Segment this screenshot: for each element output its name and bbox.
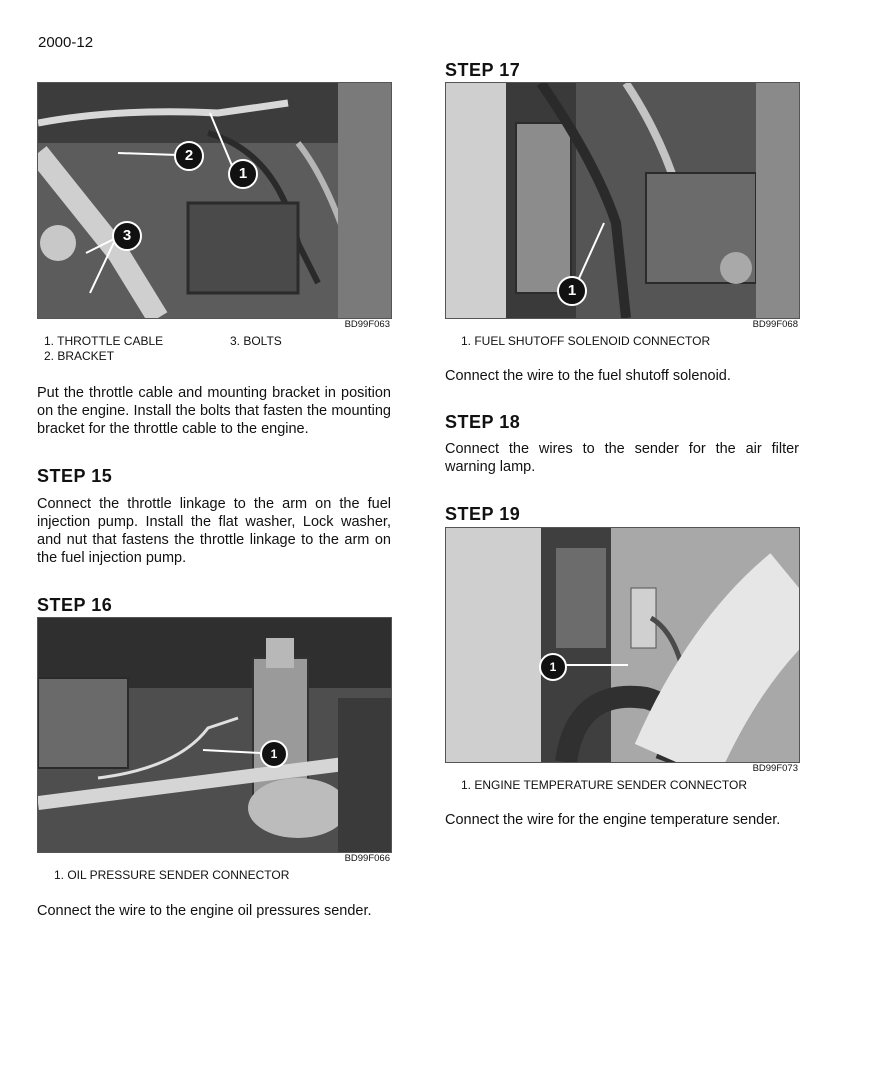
figure-code: BD99F068 [752,319,798,330]
figure-legend [461,334,791,350]
figure-code: BD99F073 [752,763,798,774]
legend-item: 1. ENGINE TEMPERATURE SENDER CONNECTOR [461,778,748,792]
engine-photo-illustration [38,83,391,318]
figure-engine-temperature-photo [445,527,800,763]
paragraph: Connect the wire to the fuel shutoff solenoid. [445,368,731,384]
step-heading: STEP 18 [445,412,521,432]
paragraph: Connect the wires to the sender for the air filter warning lamp. [445,441,799,475]
figure-code: BD99F066 [344,853,390,864]
step-heading: STEP 17 [445,60,521,80]
callout-1: 1 [557,276,587,306]
legend-item: 3. BOLTS [230,334,282,348]
paragraph: Put the throttle cable and mounting bracket in position on the engine. Install the bolts that fasten the mounting bracket for the throttle cable to the engine. [37,385,391,437]
engine-photo-illustration [446,83,799,318]
figure-legend [461,778,791,794]
legend-item: 2. BRACKET [44,349,115,363]
step-heading: STEP 16 [37,595,113,615]
step-heading: STEP 19 [445,504,521,524]
callout-1: 1 [260,740,288,768]
legend-item: 1. THROTTLE CABLE [44,334,164,348]
figure-throttle-cable-photo [37,82,392,319]
callout-2: 2 [174,141,204,171]
callout-1: 1 [228,159,258,189]
figure-fuel-shutoff-photo [445,82,800,319]
callout-1: 1 [539,653,567,681]
figure-oil-pressure-photo [37,617,392,853]
figure-legend [44,334,384,366]
legend-item: 1. FUEL SHUTOFF SOLENOID CONNECTOR [461,334,711,348]
step-heading: STEP 15 [37,466,113,486]
figure-code: BD99F063 [344,319,390,330]
legend-item: 1. OIL PRESSURE SENDER CONNECTOR [54,868,290,882]
callout-3: 3 [112,221,142,251]
figure-legend [54,868,384,884]
engine-photo-illustration [38,618,391,852]
page-number: 2000-12 [38,34,94,51]
paragraph: Connect the wire to the engine oil pressures sender. [37,903,372,919]
paragraph: Connect the throttle linkage to the arm on the fuel injection pump. Install the flat washer, Lock washer, and nut that fastens the throttle linkage to the arm on the fuel injection pump. [37,496,391,566]
paragraph: Connect the wire for the engine temperature sender. [445,812,781,828]
engine-photo-illustration [446,528,799,762]
